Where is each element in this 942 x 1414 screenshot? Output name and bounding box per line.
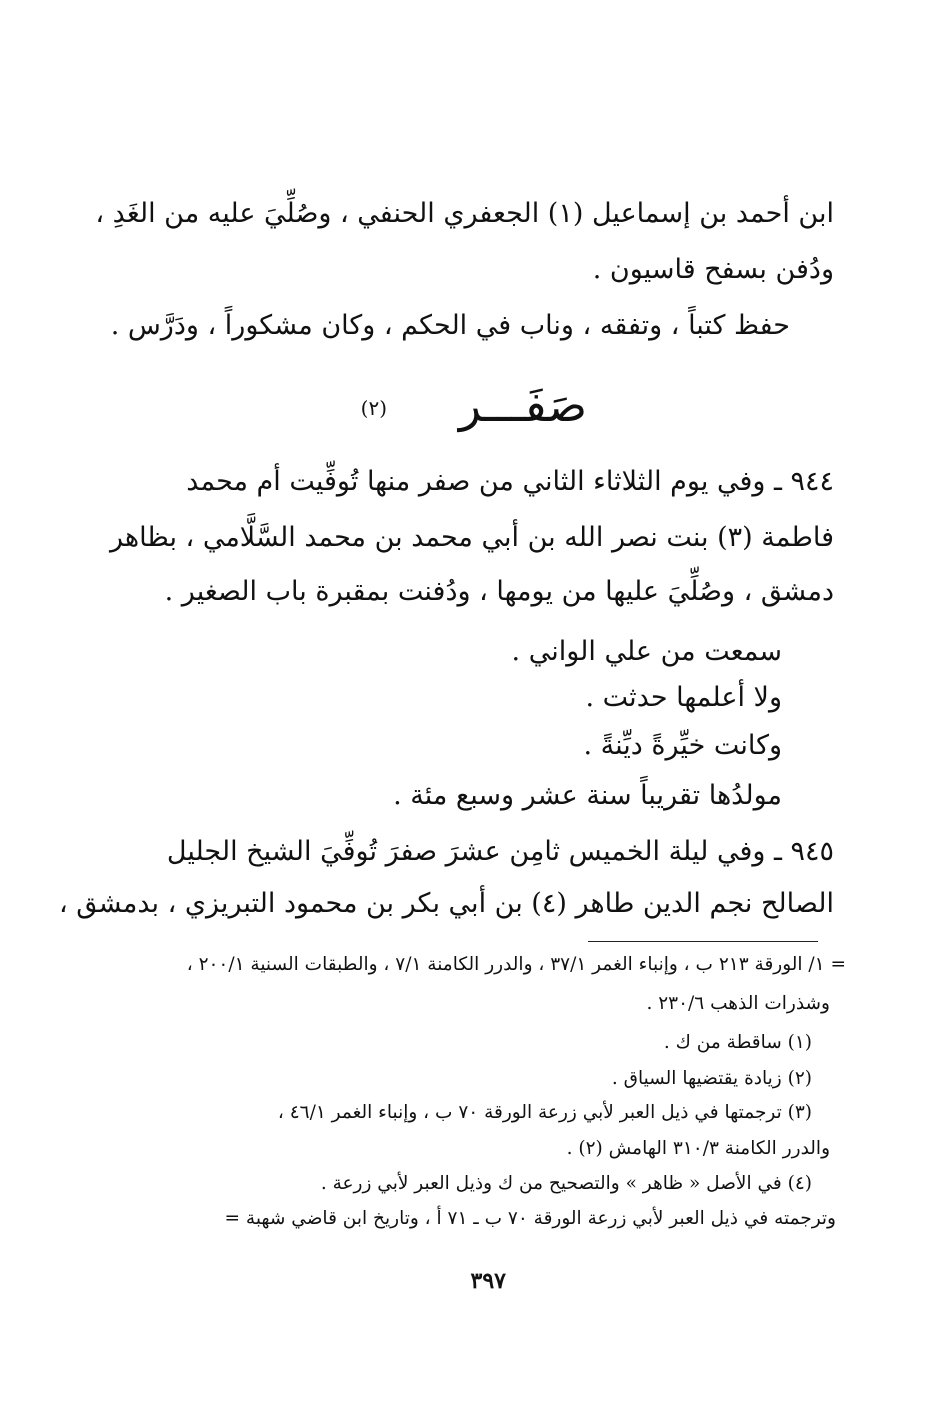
entry-944-line: مولدُها تقريباً سنة عشر وسبع مئة . — [393, 780, 782, 811]
heading-footnote-ref: (٢) — [360, 396, 387, 420]
footnote-line: (٣) ترجمتها في ذيل العبر لأبي زرعة الورقة ٧٠ ب ، وإنباء الغمر ٤٦/١ ، — [277, 1102, 812, 1123]
body-line: حفظ كتباً ، وتفقه ، وناب في الحكم ، وكان مشكوراً ، ودَرَّس . — [110, 310, 790, 341]
footnote-line: والدرر الكامنة ٣١٠/٣ الهامش (٢) . — [566, 1138, 830, 1159]
body-line: ابن أحمد بن إسماعيل (١) الجعفري الحنفي ، وصُلِّيَ عليه من الغَدِ ، — [95, 198, 834, 229]
entry-944-line: ٩٤٤ ـ وفي يوم الثلاثاء الثاني من صفر منها تُوفِّيت أم محمد — [186, 466, 834, 497]
footnote-line: وترجمته في ذيل العبر لأبي زرعة الورقة ٧٠ ب ـ ٧١ أ ، وتاريخ ابن قاضي شهبة = — [224, 1208, 836, 1229]
entry-944-line: وكانت خيِّرةً ديِّنةً . — [583, 730, 782, 761]
entry-944-line: ولا أعلمها حدثت . — [585, 682, 782, 713]
entry-945-line: الصالح نجم الدين طاهر (٤) بن أبي بكر بن محمود التبريزي ، بدمشق ، — [58, 888, 834, 919]
footnote-line: وشذرات الذهب ٢٣٠/٦ . — [646, 993, 830, 1014]
entry-945-line: ٩٤٥ ـ وفي ليلة الخميس ثامِن عشرَ صفرَ تُوفِّيَ الشيخ الجليل — [166, 836, 834, 867]
footnote-line: = ١/ الورقة ٢١٣ ب ، وإنباء الغمر ٣٧/١ ، والدرر الكامنة ٧/١ ، والطبقات السنية ٢٠٠/١ ، — [186, 954, 846, 975]
entry-944-line: سمعت من علي الواني . — [511, 636, 782, 667]
footnote-line: (٢) زيادة يقتضيها السياق . — [611, 1068, 812, 1089]
footnote-line: (٤) في الأصل « ظاهر » والتصحيح من ك وذيل العبر لأبي زرعة . — [320, 1173, 812, 1194]
body-line: ودُفن بسفح قاسيون . — [592, 254, 834, 285]
footnote-line: (١) ساقطة من ك . — [663, 1032, 812, 1053]
section-heading: صَفَـــر — [458, 378, 587, 432]
footnote-separator — [588, 941, 818, 942]
entry-944-line: فاطمة (٣) بنت نصر الله بن أبي محمد بن محمد السَّلَّامي ، بظاهر — [109, 522, 834, 553]
page-number: ٣٩٧ — [470, 1268, 506, 1294]
entry-944-line: دمشق ، وصُلِّيَ عليها من يومها ، ودُفنت بمقبرة باب الصغير . — [164, 576, 834, 607]
